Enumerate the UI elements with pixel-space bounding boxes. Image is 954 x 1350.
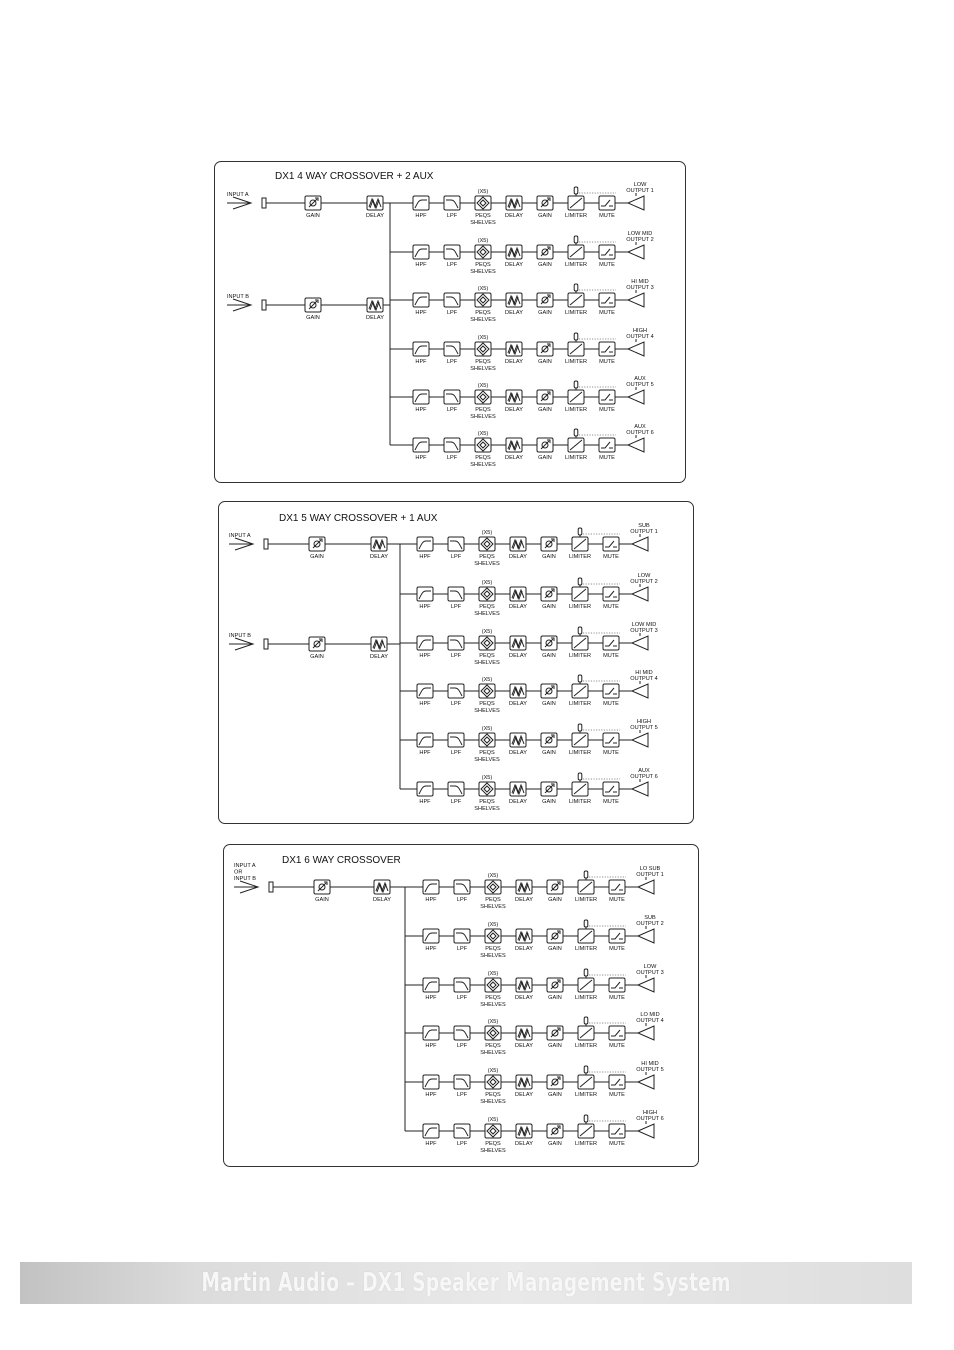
limiter-threshold-knob <box>578 724 582 731</box>
limiter-label: LIMITER <box>574 1043 598 1049</box>
output-label: OUTPUT 5 <box>636 1067 664 1073</box>
output-label: OUTPUT 4 <box>626 334 654 340</box>
shelves-label: SHELVES <box>470 220 496 226</box>
limiter-threshold-knob <box>578 773 582 780</box>
lpf-label: LPF <box>456 1141 468 1147</box>
output-label: AUX <box>634 424 646 430</box>
output-label: AUX <box>634 376 646 382</box>
output-chain <box>405 915 664 959</box>
lpf-label: LPF <box>456 946 468 952</box>
delay-label: DELAY <box>505 262 523 268</box>
output-chain <box>390 182 654 226</box>
output-chain <box>400 670 658 714</box>
output-label: OUTPUT 6 <box>630 774 658 780</box>
peq-label: PEQS <box>485 897 501 903</box>
peq-label: PEQS <box>485 995 501 1001</box>
output-chain <box>405 1110 664 1154</box>
input-label: INPUT A <box>229 533 251 539</box>
peq-count-label: (X5) <box>481 530 493 536</box>
hpf-label: HPF <box>415 213 427 219</box>
output-label: LOW MID <box>631 622 657 628</box>
limiter-label: LIMITER <box>564 359 588 365</box>
shelves-label: SHELVES <box>470 317 496 323</box>
lpf-label: LPF <box>450 604 462 610</box>
input-strip <box>234 863 405 903</box>
limiter-label: LIMITER <box>568 554 592 560</box>
gain-label: GAIN <box>548 1043 562 1049</box>
delay-label: DELAY <box>370 654 388 660</box>
output-chain <box>390 231 654 275</box>
hpf-label: HPF <box>419 701 431 707</box>
delay-label: DELAY <box>370 554 388 560</box>
lpf-label: LPF <box>446 407 458 413</box>
delay-label: DELAY <box>509 701 527 707</box>
limiter-threshold-knob <box>574 236 578 243</box>
hpf-label: HPF <box>415 455 427 461</box>
mute-label: MUTE <box>609 995 625 1001</box>
output-label: OUTPUT 5 <box>630 725 658 731</box>
limiter-threshold-knob <box>584 920 588 927</box>
hpf-label: HPF <box>425 897 437 903</box>
lpf-label: LPF <box>450 799 462 805</box>
peq-label: PEQS <box>479 554 495 560</box>
mute-label: MUTE <box>609 897 625 903</box>
hpf-label: HPF <box>419 750 431 756</box>
lpf-label: LPF <box>446 262 458 268</box>
mute-label: MUTE <box>609 1043 625 1049</box>
output-label: HI MID <box>631 279 649 285</box>
output-triangle <box>638 1075 654 1089</box>
input-strip <box>227 192 390 219</box>
delay-label: DELAY <box>509 653 527 659</box>
output-triangle <box>632 684 648 698</box>
output-label: OUTPUT 1 <box>630 529 658 535</box>
mute-label: MUTE <box>609 1092 625 1098</box>
gain-label: GAIN <box>548 1092 562 1098</box>
shelves-label: SHELVES <box>474 611 500 617</box>
hpf-label: HPF <box>419 653 431 659</box>
output-label: HI MID <box>635 670 653 676</box>
delay-label: DELAY <box>509 750 527 756</box>
shelves-label: SHELVES <box>474 660 500 666</box>
peq-label: PEQS <box>475 310 491 316</box>
mute-label: MUTE <box>603 653 619 659</box>
lpf-label: LPF <box>456 995 468 1001</box>
peq-count-label: (X5) <box>477 286 489 292</box>
shelves-label: SHELVES <box>470 462 496 468</box>
limiter-label: LIMITER <box>568 701 592 707</box>
shelves-label: SHELVES <box>474 561 500 567</box>
diagram-title: DX1 4 WAY CROSSOVER + 2 AUX <box>275 171 434 182</box>
gain-label: GAIN <box>538 455 552 461</box>
output-label: OUTPUT 1 <box>636 872 664 878</box>
hpf-label: HPF <box>419 554 431 560</box>
mute-label: MUTE <box>603 799 619 805</box>
delay-label: DELAY <box>373 897 391 903</box>
peq-label: PEQS <box>475 262 491 268</box>
limiter-label: LIMITER <box>574 1141 598 1147</box>
mute-label: MUTE <box>603 750 619 756</box>
input-strip <box>229 533 400 560</box>
gain-label: GAIN <box>315 897 329 903</box>
delay-label: DELAY <box>366 213 384 219</box>
hpf-label: HPF <box>419 604 431 610</box>
output-label: OUTPUT 1 <box>626 188 654 194</box>
peq-label: PEQS <box>485 1092 501 1098</box>
lpf-label: LPF <box>450 653 462 659</box>
mute-label: MUTE <box>609 946 625 952</box>
output-label: AUX <box>638 768 650 774</box>
mute-label: MUTE <box>599 359 615 365</box>
shelves-label: SHELVES <box>480 904 506 910</box>
shelves-label: SHELVES <box>480 1148 506 1154</box>
mute-label: MUTE <box>603 604 619 610</box>
delay-label: DELAY <box>505 359 523 365</box>
limiter-threshold-knob <box>584 1115 588 1122</box>
diagram-6way <box>223 844 699 1167</box>
delay-label: DELAY <box>515 1043 533 1049</box>
mute-label: MUTE <box>599 310 615 316</box>
limiter-label: LIMITER <box>574 1092 598 1098</box>
gain-label: GAIN <box>542 750 556 756</box>
limiter-label: LIMITER <box>564 455 588 461</box>
delay-label: DELAY <box>509 554 527 560</box>
lpf-label: LPF <box>450 554 462 560</box>
output-triangle <box>632 587 648 601</box>
shelves-label: SHELVES <box>470 366 496 372</box>
mute-label: MUTE <box>599 213 615 219</box>
shelves-label: SHELVES <box>480 953 506 959</box>
peq-label: PEQS <box>479 799 495 805</box>
output-triangle <box>638 1124 654 1138</box>
shelves-label: SHELVES <box>470 269 496 275</box>
mute-label: MUTE <box>603 554 619 560</box>
peq-label: PEQS <box>479 701 495 707</box>
delay-label: DELAY <box>505 310 523 316</box>
input-label: INPUT B <box>229 633 251 639</box>
output-chain <box>405 964 664 1008</box>
output-label: LOW <box>643 964 657 970</box>
output-label: OUTPUT 6 <box>636 1116 664 1122</box>
mute-label: MUTE <box>599 407 615 413</box>
hpf-label: HPF <box>415 310 427 316</box>
limiter-threshold-knob <box>574 333 578 340</box>
gain-label: GAIN <box>548 897 562 903</box>
delay-label: DELAY <box>515 995 533 1001</box>
lpf-label: LPF <box>446 455 458 461</box>
gain-label: GAIN <box>310 554 324 560</box>
input-strip <box>227 294 390 321</box>
mute-label: MUTE <box>603 701 619 707</box>
limiter-threshold-knob <box>578 578 582 585</box>
peq-count-label: (X5) <box>477 431 489 437</box>
output-chain <box>400 768 658 812</box>
limiter-label: LIMITER <box>574 995 598 1001</box>
output-chain <box>405 1061 664 1105</box>
limiter-threshold-knob <box>578 675 582 682</box>
hpf-label: HPF <box>425 995 437 1001</box>
delay-label: DELAY <box>515 897 533 903</box>
output-label: OUTPUT 4 <box>630 676 658 682</box>
output-chain <box>405 1012 664 1056</box>
delay-label: DELAY <box>366 315 384 321</box>
gain-label: GAIN <box>538 359 552 365</box>
limiter-threshold-knob <box>584 1017 588 1024</box>
output-chain <box>405 866 664 910</box>
limiter-label: LIMITER <box>568 653 592 659</box>
input-trim <box>262 300 266 310</box>
delay-label: DELAY <box>505 407 523 413</box>
hpf-label: HPF <box>425 946 437 952</box>
input-trim <box>262 198 266 208</box>
limiter-label: LIMITER <box>564 407 588 413</box>
output-chain <box>400 719 658 763</box>
gain-label: GAIN <box>542 701 556 707</box>
peq-label: PEQS <box>479 750 495 756</box>
output-label: HIGH <box>633 328 647 334</box>
hpf-label: HPF <box>419 799 431 805</box>
output-triangle <box>628 293 644 307</box>
peq-label: PEQS <box>479 653 495 659</box>
output-triangle <box>628 342 644 356</box>
hpf-label: HPF <box>415 407 427 413</box>
hpf-label: HPF <box>425 1141 437 1147</box>
output-chain <box>400 573 658 617</box>
peq-label: PEQS <box>475 359 491 365</box>
gain-label: GAIN <box>538 310 552 316</box>
limiter-label: LIMITER <box>568 799 592 805</box>
peq-count-label: (X5) <box>477 383 489 389</box>
output-triangle <box>628 438 644 452</box>
input-label: INPUT A <box>227 192 249 198</box>
hpf-label: HPF <box>415 262 427 268</box>
limiter-threshold-knob <box>584 871 588 878</box>
output-triangle <box>632 537 648 551</box>
diagram-title: DX1 6 WAY CROSSOVER <box>282 855 401 866</box>
input-trim <box>264 639 268 649</box>
limiter-threshold-knob <box>574 381 578 388</box>
output-label: LO MID <box>640 1012 660 1018</box>
peq-count-label: (X5) <box>487 971 499 977</box>
output-label: LOW <box>633 182 647 188</box>
limiter-threshold-knob <box>574 187 578 194</box>
gain-label: GAIN <box>548 995 562 1001</box>
lpf-label: LPF <box>446 213 458 219</box>
shelves-label: SHELVES <box>474 708 500 714</box>
output-label: HI MID <box>641 1061 659 1067</box>
peq-label: PEQS <box>475 213 491 219</box>
input-label: OR <box>234 869 243 876</box>
lpf-label: LPF <box>450 750 462 756</box>
footer-banner <box>20 1262 912 1304</box>
shelves-label: SHELVES <box>474 757 500 763</box>
gain-label: GAIN <box>542 799 556 805</box>
peq-count-label: (X5) <box>487 1117 499 1123</box>
diagram-title: DX1 5 WAY CROSSOVER + 1 AUX <box>279 513 438 524</box>
peq-count-label: (X5) <box>487 1019 499 1025</box>
shelves-label: SHELVES <box>480 1002 506 1008</box>
output-label: OUTPUT 4 <box>636 1018 664 1024</box>
diagram-6way-svg <box>224 845 700 1168</box>
output-label: OUTPUT 2 <box>636 921 664 927</box>
output-label: OUTPUT 3 <box>630 628 658 634</box>
hpf-label: HPF <box>415 359 427 365</box>
gain-label: GAIN <box>538 407 552 413</box>
output-chain <box>400 523 658 567</box>
output-triangle <box>628 245 644 259</box>
lpf-label: LPF <box>446 359 458 365</box>
output-chain <box>390 279 654 323</box>
output-label: LO SUB <box>639 866 661 872</box>
shelves-label: SHELVES <box>470 414 496 420</box>
input-trim <box>264 539 268 549</box>
lpf-label: LPF <box>446 310 458 316</box>
output-triangle <box>638 1026 654 1040</box>
delay-label: DELAY <box>505 213 523 219</box>
output-triangle <box>638 929 654 943</box>
limiter-label: LIMITER <box>564 213 588 219</box>
delay-label: DELAY <box>505 455 523 461</box>
peq-count-label: (X5) <box>481 629 493 635</box>
lpf-label: LPF <box>456 897 468 903</box>
limiter-threshold-knob <box>584 969 588 976</box>
output-triangle <box>632 782 648 796</box>
output-label: OUTPUT 6 <box>626 430 654 436</box>
limiter-threshold-knob <box>574 429 578 436</box>
output-chain <box>390 376 654 420</box>
peq-label: PEQS <box>475 455 491 461</box>
output-label: OUTPUT 3 <box>636 970 664 976</box>
input-trim <box>269 882 273 892</box>
diagram-4way <box>214 161 686 483</box>
limiter-threshold-knob <box>578 528 582 535</box>
output-label: LOW <box>637 573 651 579</box>
output-label: OUTPUT 2 <box>626 237 654 243</box>
shelves-label: SHELVES <box>474 806 500 812</box>
limiter-label: LIMITER <box>568 750 592 756</box>
limiter-threshold-knob <box>578 627 582 634</box>
mute-label: MUTE <box>599 262 615 268</box>
output-triangle <box>632 733 648 747</box>
input-strip <box>229 633 400 660</box>
limiter-threshold-knob <box>584 1066 588 1073</box>
output-triangle <box>632 636 648 650</box>
peq-label: PEQS <box>475 407 491 413</box>
gain-label: GAIN <box>542 604 556 610</box>
delay-label: DELAY <box>509 799 527 805</box>
mute-label: MUTE <box>609 1141 625 1147</box>
peq-count-label: (X5) <box>477 335 489 341</box>
output-label: OUTPUT 3 <box>626 285 654 291</box>
gain-label: GAIN <box>306 315 320 321</box>
output-chain <box>390 424 654 468</box>
footer-title: Martin Audio – DX1 Speaker Management System <box>201 1268 731 1298</box>
output-triangle <box>628 390 644 404</box>
gain-label: GAIN <box>542 653 556 659</box>
output-label: HIGH <box>643 1110 657 1116</box>
limiter-label: LIMITER <box>568 604 592 610</box>
limiter-label: LIMITER <box>564 262 588 268</box>
output-label: SUB <box>644 915 656 921</box>
input-label: INPUT B <box>234 876 256 882</box>
peq-count-label: (X5) <box>477 189 489 195</box>
delay-label: DELAY <box>515 1092 533 1098</box>
peq-count-label: (X5) <box>481 677 493 683</box>
input-label: INPUT A <box>234 863 256 869</box>
output-chain <box>400 622 658 666</box>
output-label: OUTPUT 5 <box>626 382 654 388</box>
delay-label: DELAY <box>515 1141 533 1147</box>
output-triangle <box>628 196 644 210</box>
shelves-label: SHELVES <box>480 1050 506 1056</box>
gain-label: GAIN <box>538 213 552 219</box>
peq-label: PEQS <box>485 1141 501 1147</box>
peq-label: PEQS <box>479 604 495 610</box>
limiter-label: LIMITER <box>564 310 588 316</box>
delay-label: DELAY <box>509 604 527 610</box>
output-label: OUTPUT 2 <box>630 579 658 585</box>
peq-count-label: (X5) <box>481 726 493 732</box>
peq-count-label: (X5) <box>481 775 493 781</box>
output-label: LOW MID <box>627 231 653 237</box>
lpf-label: LPF <box>450 701 462 707</box>
output-triangle <box>638 978 654 992</box>
diagram-5way-svg <box>219 502 695 825</box>
hpf-label: HPF <box>425 1043 437 1049</box>
input-label: INPUT B <box>227 294 249 300</box>
output-triangle <box>638 880 654 894</box>
lpf-label: LPF <box>456 1092 468 1098</box>
gain-label: GAIN <box>306 213 320 219</box>
gain-label: GAIN <box>548 946 562 952</box>
mute-label: MUTE <box>599 455 615 461</box>
peq-count-label: (X5) <box>487 1068 499 1074</box>
limiter-label: LIMITER <box>574 897 598 903</box>
output-label: SUB <box>638 523 650 529</box>
gain-label: GAIN <box>548 1141 562 1147</box>
diagram-4way-svg <box>215 162 687 484</box>
output-label: HIGH <box>637 719 651 725</box>
gain-label: GAIN <box>310 654 324 660</box>
output-chain <box>390 328 654 372</box>
limiter-threshold-knob <box>574 284 578 291</box>
peq-count-label: (X5) <box>481 580 493 586</box>
peq-label: PEQS <box>485 946 501 952</box>
gain-label: GAIN <box>538 262 552 268</box>
lpf-label: LPF <box>456 1043 468 1049</box>
peq-count-label: (X5) <box>487 873 499 879</box>
shelves-label: SHELVES <box>480 1099 506 1105</box>
peq-count-label: (X5) <box>487 922 499 928</box>
delay-label: DELAY <box>515 946 533 952</box>
diagram-5way <box>218 501 694 824</box>
hpf-label: HPF <box>425 1092 437 1098</box>
gain-label: GAIN <box>542 554 556 560</box>
limiter-label: LIMITER <box>574 946 598 952</box>
peq-label: PEQS <box>485 1043 501 1049</box>
peq-count-label: (X5) <box>477 238 489 244</box>
